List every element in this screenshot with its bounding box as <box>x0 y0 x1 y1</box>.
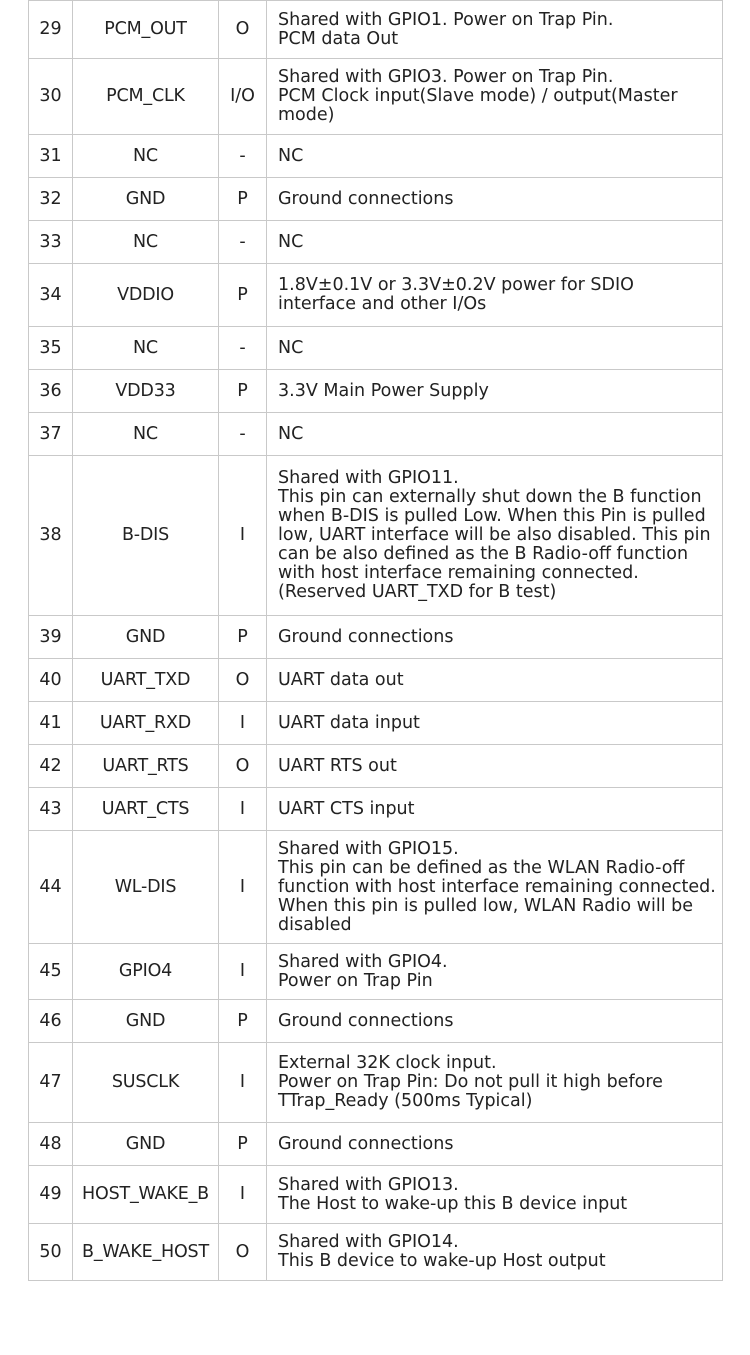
pin-description: Shared with GPIO14. This B device to wake-up Host output <box>267 1224 723 1281</box>
table-row <box>29 413 723 456</box>
pin-name: PCM_OUT <box>73 1 219 59</box>
pin-type: O <box>219 745 267 788</box>
pin-name: WL-DIS <box>73 831 219 944</box>
table-row <box>29 456 723 616</box>
pin-type: I <box>219 788 267 831</box>
table-row <box>29 1224 723 1281</box>
pin-type: P <box>219 264 267 327</box>
pin-type: O <box>219 659 267 702</box>
pin-description: UART data input <box>267 702 723 745</box>
pin-type: - <box>219 413 267 456</box>
pin-number: 36 <box>29 370 73 413</box>
table-row <box>29 831 723 944</box>
pin-number: 48 <box>29 1123 73 1166</box>
pin-description: 3.3V Main Power Supply <box>267 370 723 413</box>
pin-description: External 32K clock input. Power on Trap Pin: Do not pull it high before TTrap_Ready (500ms Typical) <box>267 1043 723 1123</box>
table-row <box>29 1 723 59</box>
pin-type: P <box>219 616 267 659</box>
pin-description: Shared with GPIO15. This pin can be defined as the WLAN Radio-off function with host interface remaining connected. When this pin is pulled low, WLAN Radio will be disabled <box>267 831 723 944</box>
pin-description: NC <box>267 135 723 178</box>
pin-name: UART_TXD <box>73 659 219 702</box>
pin-name: HOST_WAKE_B <box>73 1166 219 1224</box>
pin-type: I/O <box>219 59 267 135</box>
table-row <box>29 702 723 745</box>
pin-description: UART CTS input <box>267 788 723 831</box>
pin-number: 31 <box>29 135 73 178</box>
pin-type: - <box>219 221 267 264</box>
pin-type: P <box>219 1123 267 1166</box>
pin-name: PCM_CLK <box>73 59 219 135</box>
pin-name: UART_RTS <box>73 745 219 788</box>
pin-name: GND <box>73 1123 219 1166</box>
table-row <box>29 1123 723 1166</box>
table-row <box>29 788 723 831</box>
table-row <box>29 1166 723 1224</box>
pin-type: I <box>219 1043 267 1123</box>
pin-type: - <box>219 135 267 178</box>
pin-number: 40 <box>29 659 73 702</box>
pin-number: 50 <box>29 1224 73 1281</box>
pin-number: 47 <box>29 1043 73 1123</box>
pin-name: NC <box>73 413 219 456</box>
pin-description: Shared with GPIO13. The Host to wake-up this B device input <box>267 1166 723 1224</box>
pin-name: B_WAKE_HOST <box>73 1224 219 1281</box>
pin-number: 45 <box>29 944 73 1000</box>
pin-name: GND <box>73 616 219 659</box>
pin-number: 42 <box>29 745 73 788</box>
pin-name: B-DIS <box>73 456 219 616</box>
table-row <box>29 370 723 413</box>
pin-number: 49 <box>29 1166 73 1224</box>
pin-description: Ground connections <box>267 178 723 221</box>
pin-number: 30 <box>29 59 73 135</box>
pin-name: VDD33 <box>73 370 219 413</box>
table-row <box>29 659 723 702</box>
pin-type: I <box>219 831 267 944</box>
pin-number: 29 <box>29 1 73 59</box>
table-row <box>29 745 723 788</box>
pin-type: P <box>219 1000 267 1043</box>
table-row <box>29 1043 723 1123</box>
pin-name: VDDIO <box>73 264 219 327</box>
pin-table <box>28 0 723 1281</box>
pin-name: NC <box>73 221 219 264</box>
pin-number: 39 <box>29 616 73 659</box>
pin-type: I <box>219 456 267 616</box>
pin-description: 1.8V±0.1V or 3.3V±0.2V power for SDIO interface and other I/Os <box>267 264 723 327</box>
pin-number: 35 <box>29 327 73 370</box>
pin-type: P <box>219 178 267 221</box>
pin-number: 43 <box>29 788 73 831</box>
pin-description: NC <box>267 327 723 370</box>
pin-type: - <box>219 327 267 370</box>
pin-name: GPIO4 <box>73 944 219 1000</box>
pin-number: 41 <box>29 702 73 745</box>
table-row <box>29 135 723 178</box>
pin-description: Ground connections <box>267 1123 723 1166</box>
pin-description: UART RTS out <box>267 745 723 788</box>
pin-name: SUSCLK <box>73 1043 219 1123</box>
pin-number: 37 <box>29 413 73 456</box>
pin-name: NC <box>73 135 219 178</box>
pin-description: NC <box>267 221 723 264</box>
table-row <box>29 178 723 221</box>
pin-name: NC <box>73 327 219 370</box>
table-row <box>29 327 723 370</box>
pin-number: 38 <box>29 456 73 616</box>
pin-description: UART data out <box>267 659 723 702</box>
pin-number: 46 <box>29 1000 73 1043</box>
pin-description: Ground connections <box>267 616 723 659</box>
pin-number: 34 <box>29 264 73 327</box>
pin-number: 44 <box>29 831 73 944</box>
pin-description: Shared with GPIO4. Power on Trap Pin <box>267 944 723 1000</box>
table-row <box>29 944 723 1000</box>
pin-type: O <box>219 1 267 59</box>
table-row <box>29 264 723 327</box>
pin-type: I <box>219 944 267 1000</box>
pin-table-body <box>29 1 723 1281</box>
pin-description: Shared with GPIO11. This pin can externally shut down the B function when B-DIS is pulled Low. When this Pin is pulled low, UART interface will be also disabled. This pin can be also defined as the B Radio-off function with host interface remaining connected. (Reserved UART_TXD for B test) <box>267 456 723 616</box>
pin-description: Shared with GPIO1. Power on Trap Pin. PCM data Out <box>267 1 723 59</box>
pin-name: GND <box>73 178 219 221</box>
pin-number: 33 <box>29 221 73 264</box>
table-row <box>29 1000 723 1043</box>
pin-name: UART_CTS <box>73 788 219 831</box>
pin-type: I <box>219 1166 267 1224</box>
table-row <box>29 59 723 135</box>
pin-number: 32 <box>29 178 73 221</box>
pin-description: NC <box>267 413 723 456</box>
pin-name: UART_RXD <box>73 702 219 745</box>
pin-name: GND <box>73 1000 219 1043</box>
pin-type: I <box>219 702 267 745</box>
pin-description: Ground connections <box>267 1000 723 1043</box>
table-row <box>29 616 723 659</box>
pin-type: O <box>219 1224 267 1281</box>
pin-description: Shared with GPIO3. Power on Trap Pin. PCM Clock input(Slave mode) / output(Master mode) <box>267 59 723 135</box>
table-row <box>29 221 723 264</box>
pin-type: P <box>219 370 267 413</box>
